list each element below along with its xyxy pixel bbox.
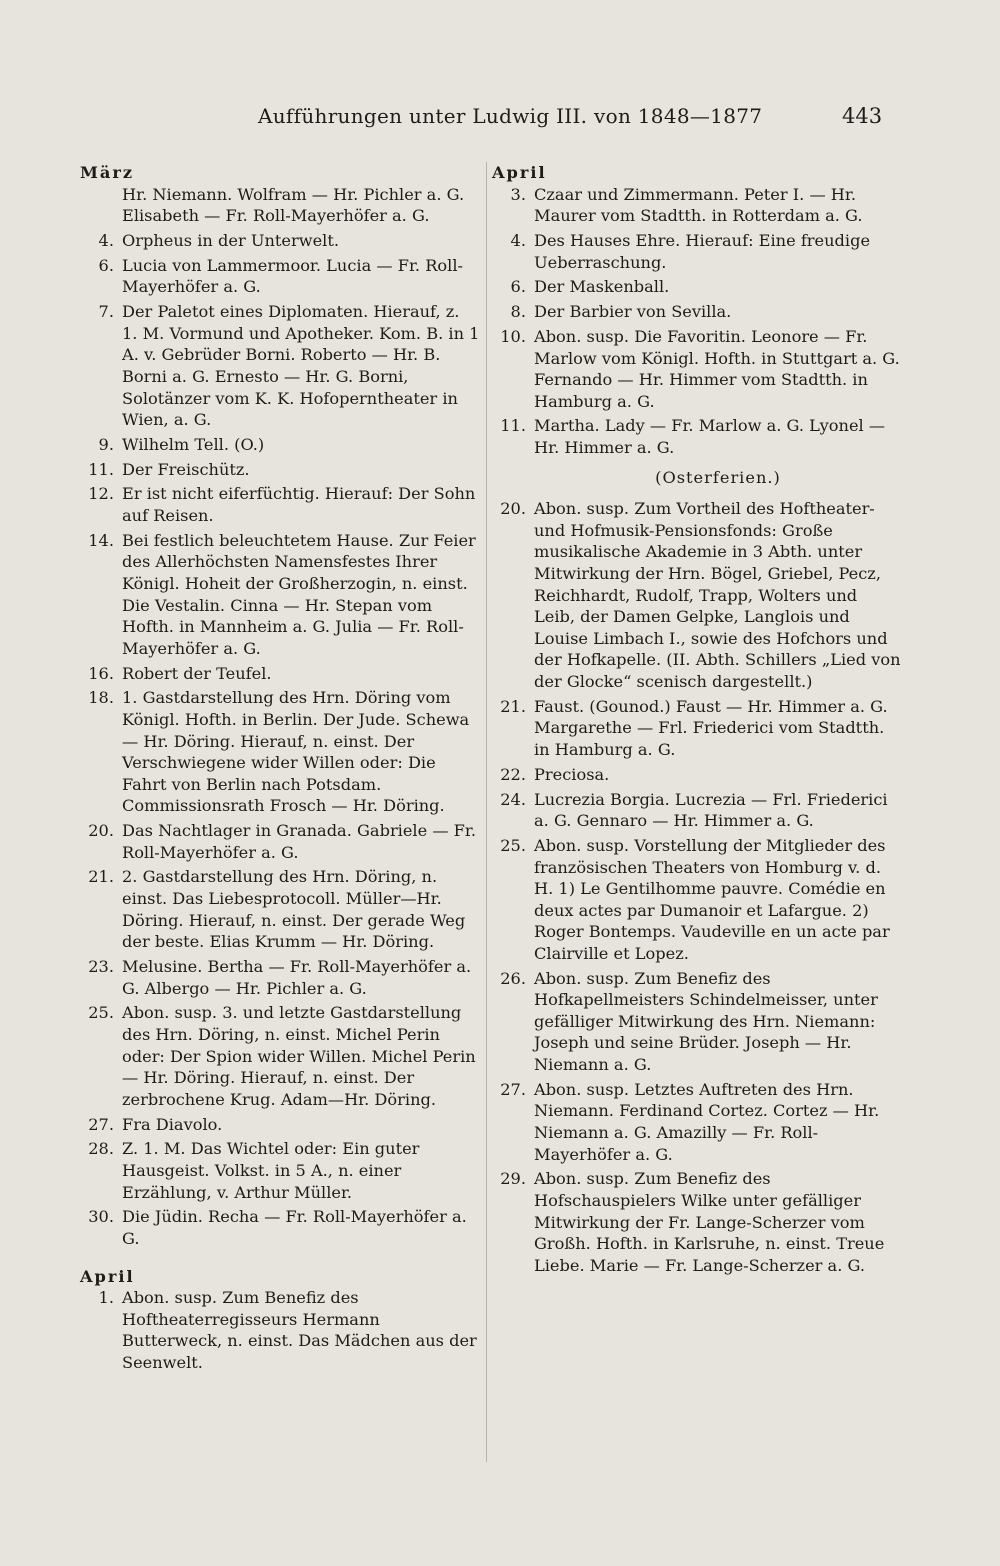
entry-day: 22. — [500, 764, 526, 784]
holiday-note: (Osterferien.) — [655, 467, 781, 487]
list-item — [80, 230, 480, 252]
list-item — [492, 835, 902, 965]
entry-text: Der Maskenball. — [534, 277, 670, 297]
list-item — [80, 530, 480, 660]
left-column — [80, 162, 480, 1377]
entry-day: 25. — [88, 1003, 114, 1023]
list-item — [492, 276, 902, 298]
entry-day: 30. — [88, 1207, 114, 1227]
entry-text: Der Barbier von Sevilla. — [534, 302, 732, 322]
entry-day: 10. — [500, 326, 526, 346]
column-divider — [486, 162, 487, 1462]
list-item — [492, 230, 902, 273]
list-item — [80, 1002, 480, 1110]
right-column — [492, 162, 902, 1280]
list-item — [80, 820, 480, 863]
entry-day: 21. — [500, 696, 526, 716]
entry-day: 4. — [510, 230, 526, 250]
entry-text: Abon. susp. Zum Benefiz des Hofschauspielers Wilke unter gefälliger Mitwirkung der Fr. Lange-Scherzer vom Großh. Hofth. in Karlsruhe, n. einst. Treue Liebe. Marie — Fr. Lange-Scherzer a. G. — [534, 1169, 885, 1275]
entry-text: Martha. Lady — Fr. Marlow a. G. Lyonel — Hr. Himmer a. G. — [534, 416, 886, 458]
list-item — [492, 764, 902, 786]
entry-day: 27. — [500, 1079, 526, 1099]
list-item — [80, 1287, 480, 1373]
entry-text: Abon. susp. Die Favoritin. Leonore — Fr. Marlow vom Königl. Hofth. in Stuttgart a. G. Fernando — Hr. Himmer vom Stadtth. in Hamburg a. G. — [534, 326, 900, 411]
entry-text: Orpheus in der Unterwelt. — [122, 230, 339, 250]
entry-day: 11. — [88, 459, 114, 479]
entry-day: 25. — [500, 835, 526, 855]
entry-day: 20. — [500, 499, 526, 519]
entry-text: Preciosa. — [534, 764, 610, 784]
entry-text: Czaar und Zimmermann. Peter I. — Hr. Maurer vom Stadtth. in Rotterdam a. G. — [534, 184, 863, 226]
entry-text: Er ist nicht eiferfüchtig. Hierauf: Der Sohn auf Reisen. — [122, 484, 476, 526]
running-head: Aufführungen unter Ludwig III. von 1848—1877 — [258, 104, 763, 128]
month-heading: März — [80, 163, 135, 182]
list-item — [492, 1079, 902, 1165]
list-item — [80, 459, 480, 481]
list-item — [492, 696, 902, 761]
entry-text: Der Freischütz. — [122, 459, 250, 479]
entry-day: 14. — [88, 530, 114, 550]
entry-text: Bei festlich beleuchtetem Hause. Zur Feier des Allerhöchsten Namensfestes Ihrer Königl. Hoheit der Großherzogin, n. einst. Die Vestalin. Cinna — Hr. Stepan vom Hofth. in Mannheim a. G. Julia — Fr. Roll-Mayerhöfer a. G. — [122, 530, 476, 658]
entry-day: 6. — [510, 277, 526, 297]
entry-day: 28. — [88, 1139, 114, 1159]
entry-text: Abon. susp. Zum Vortheil des Hoftheater- und Hofmusik-Pensionsfonds: Große musikalische Akademie in 3 Abth. unter Mitwirkung der Hrn. Bögel, Griebel, Pecz, Reichhardt, Rudolf, Trapp, Wolters und Leib, der Damen Gelpke, Langlois und Louise Limbach I., sowie des Hofchors und der Hofkapelle. (II. Abth. Schillers „Lied von der Glocke“ scenisch dargestellt.) — [534, 499, 901, 691]
list-item — [80, 1206, 480, 1249]
entry-text: Robert der Teufel. — [122, 663, 272, 683]
entry-text: Abon. susp. Letztes Auftreten des Hrn. Niemann. Ferdinand Cortez. Cortez — Hr. Niemann a. G. Amazilly — Fr. Roll-Mayerhöfer a. G. — [534, 1079, 880, 1164]
entry-text: Fra Diavolo. — [122, 1114, 223, 1134]
entry-text: Melusine. Bertha — Fr. Roll-Mayerhöfer a. G. Albergo — Hr. Pichler a. G. — [122, 957, 472, 998]
entry-day: 8. — [510, 302, 526, 322]
entry-text: Die Jüdin. Recha — Fr. Roll-Mayerhöfer a. G. — [122, 1207, 467, 1248]
month-heading: April — [492, 163, 547, 182]
list-item — [80, 866, 480, 952]
entry-text: Lucia von Lammermoor. Lucia — Fr. Roll-Mayerhöfer a. G. — [122, 255, 463, 297]
entry-text: Lucrezia Borgia. Lucrezia — Frl. Friederici a. G. Gennaro — Hr. Himmer a. G. — [534, 789, 888, 831]
list-item — [492, 184, 902, 227]
entry-day: 29. — [500, 1169, 526, 1189]
list-item — [492, 326, 902, 412]
page-number: 443 — [842, 104, 883, 128]
entry-text: Faust. (Gounod.) Faust — Hr. Himmer a. G. Margarethe — Frl. Friederici vom Stadtth. in Hamburg a. G. — [534, 696, 888, 759]
entry-day: 20. — [88, 821, 114, 841]
list-item — [492, 1168, 902, 1276]
entry-day: 23. — [88, 957, 114, 977]
list-item — [80, 956, 480, 999]
entry-day: 26. — [500, 968, 526, 988]
entry-text: Das Nachtlager in Granada. Gabriele — Fr. Roll-Mayerhöfer a. G. — [122, 821, 477, 862]
entry-day: 1. — [98, 1288, 114, 1308]
entry-day: 9. — [98, 434, 114, 454]
entry-text: Abon. susp. Vorstellung der Mitglieder des französischen Theaters von Homburg v. d. H. 1) Le Gentilhomme pauvre. Comédie en deux actes par Dumanoir et Lafargue. 2) Roger Bontemps. Vaudeville en un acte par Clairville et Lopez. — [534, 835, 890, 963]
entry-day: 3. — [510, 184, 526, 204]
list-item — [80, 301, 480, 431]
entry-text: Abon. susp. Zum Benefiz des Hofkapellmeisters Schindelmeisser, unter gefälliger Mitwirkung des Hrn. Niemann: Joseph und seine Brüder. Joseph — Hr. Niemann a. G. — [534, 968, 878, 1075]
entry-text: Des Hauses Ehre. Hierauf: Eine freudige Ueberraschung. — [534, 230, 871, 272]
list-item — [80, 483, 480, 526]
list-item — [80, 434, 480, 456]
list-item — [80, 1138, 480, 1203]
entry-day: 21. — [88, 867, 114, 887]
entry-day: 11. — [500, 416, 526, 436]
list-item — [80, 1114, 480, 1136]
entry-day: 7. — [98, 302, 114, 322]
list-item — [492, 789, 902, 832]
list-item — [492, 415, 902, 458]
month-heading: April — [80, 1266, 135, 1286]
entry-text: Der Paletot eines Diplomaten. Hierauf, z. 1. M. Vormund und Apotheker. Kom. B. in 1 A. v. Gebrüder Borni. Roberto — Hr. B. Borni a. G. Ernesto — Hr. G. Borni, Solotänzer vom K. K. Hofoperntheater in Wien, a. G. — [122, 302, 480, 430]
entry-day: 18. — [88, 688, 114, 708]
entry-text: 2. Gastdarstellung des Hrn. Döring, n. einst. Das Liebesprotocoll. Müller—Hr. Döring. Hierauf, n. einst. Der gerade Weg der beste. Elias Krumm — Hr. Döring. — [122, 867, 466, 952]
entry-day: 27. — [88, 1114, 114, 1134]
entry-day: 6. — [98, 255, 114, 275]
entry-day: 24. — [500, 789, 526, 809]
entry-day: 16. — [88, 663, 114, 683]
entry-text: Wilhelm Tell. (O.) — [122, 434, 265, 454]
list-item — [80, 663, 480, 685]
entry-day: 12. — [88, 484, 114, 504]
list-item — [80, 687, 480, 817]
entry-continuation: Hr. Niemann. Wolfram — Hr. Pichler a. G. Elisabeth — Fr. Roll-Mayerhöfer a. G. — [122, 184, 465, 226]
entry-text: Abon. susp. Zum Benefiz des Hoftheaterregisseurs Hermann Butterweck, n. einst. Das Mädchen aus der Seenwelt. — [122, 1288, 477, 1372]
list-item — [80, 255, 480, 298]
entry-day: 4. — [98, 230, 114, 250]
list-item — [492, 968, 902, 1076]
entry-text: Z. 1. M. Das Wichtel oder: Ein guter Hausgeist. Volkst. in 5 A., n. einer Erzählung, v. Arthur Müller. — [122, 1139, 420, 1202]
entry-text: Abon. susp. 3. und letzte Gastdarstellung des Hrn. Döring, n. einst. Michel Perin oder: Der Spion wider Willen. Michel Perin — Hr. Döring. Hierauf, n. einst. Der zerbrochene Krug. Adam—Hr. Döring. — [122, 1003, 476, 1109]
entry-text: 1. Gastdarstellung des Hrn. Döring vom Königl. Hofth. in Berlin. Der Jude. Schewa — Hr. Döring. Hierauf, n. einst. Der Verschwiegene wider Willen oder: Die Fahrt von Berlin nach Potsdam. Commissionsrath Frosch — Hr. Döring. — [122, 688, 470, 816]
list-item — [492, 301, 902, 323]
list-item — [492, 498, 902, 692]
